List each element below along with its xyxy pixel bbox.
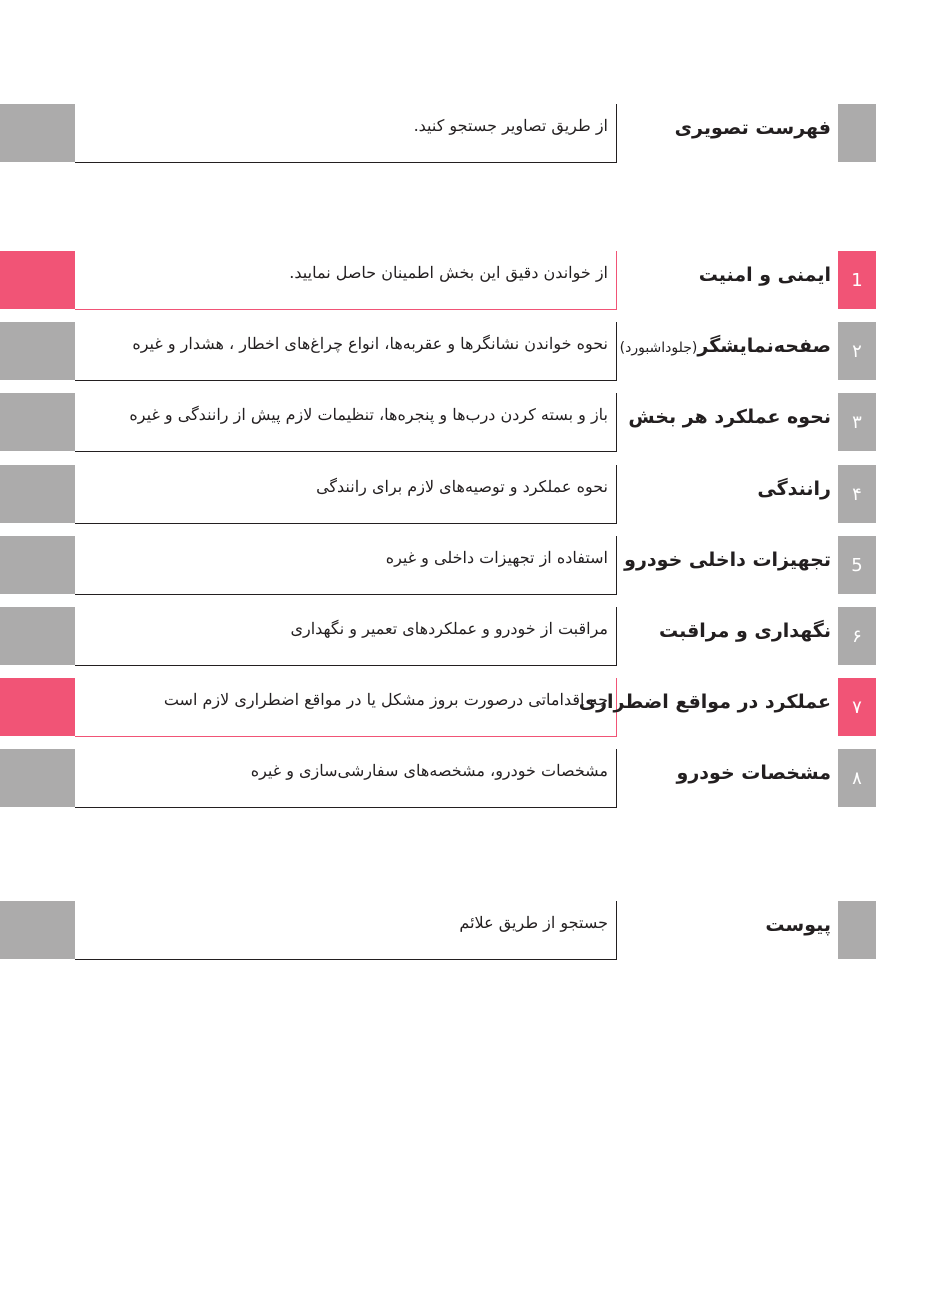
chapter-row-8[interactable] [0, 749, 945, 809]
chapter-row-6[interactable] [0, 607, 945, 667]
chapter-number-tab[interactable]: ۲ [838, 322, 876, 380]
chapter-number-tab[interactable]: ۷ [838, 678, 876, 736]
picture-index-title[interactable]: فهرست تصویری [674, 117, 831, 139]
appendix-tab [838, 901, 876, 959]
appendix-title[interactable]: پیوست [765, 914, 831, 936]
left-edge-tab [0, 322, 75, 380]
left-edge-tab [0, 104, 75, 162]
chapter-description: مراقبت از خودرو و عملکردهای تعمیر و نگهداری [290, 619, 608, 638]
chapter-title[interactable]: عملکرد در مواقع اضطراری [578, 691, 831, 713]
chapter-row-2[interactable] [0, 322, 945, 382]
chapter-title[interactable]: تجهیزات داخلی خودرو [624, 549, 831, 571]
left-edge-tab [0, 749, 75, 807]
left-edge-tab [0, 901, 75, 959]
chapter-number-tab[interactable]: ۸ [838, 749, 876, 807]
chapter-row-1[interactable] [0, 251, 945, 311]
chapter-number-tab[interactable]: ۶ [838, 607, 876, 665]
chapter-description: استفاده از تجهیزات داخلی و غیره [385, 548, 608, 567]
chapter-number-tab[interactable]: ۴ [838, 465, 876, 523]
chapter-title[interactable]: مشخصات خودرو [676, 762, 831, 784]
left-edge-tab [0, 607, 75, 665]
picture-index-row[interactable] [0, 104, 945, 164]
chapter-row-3[interactable] [0, 393, 945, 453]
chapter-number-tab[interactable]: 1 [838, 251, 876, 309]
left-edge-tab [0, 465, 75, 523]
picture-index-description: از طریق تصاویر جستجو کنید. [413, 116, 608, 135]
description-box [75, 322, 617, 381]
chapter-description: باز و بسته کردن درب‌ها و پنجره‌ها، تنظیمات لازم پیش از رانندگی و غیره [129, 405, 608, 424]
description-box [75, 465, 617, 524]
description-box [75, 901, 617, 960]
left-edge-tab [0, 251, 75, 309]
chapter-number-tab[interactable]: ۳ [838, 393, 876, 451]
chapter-title[interactable]: صفحه‌نمایشگر(جلوداشبورد) [619, 335, 831, 357]
description-box [75, 678, 617, 737]
chapter-description: از خواندن دقیق این بخش اطمینان حاصل نمایید. [289, 263, 608, 282]
description-box [75, 607, 617, 666]
left-edge-tab [0, 678, 75, 736]
description-box [75, 536, 617, 595]
left-edge-tab [0, 393, 75, 451]
description-box [75, 104, 617, 163]
chapter-title[interactable]: نگهداری و مراقبت [658, 620, 831, 642]
chapter-description: مشخصات خودرو، مشخصه‌های سفارشی‌سازی و غیره [250, 761, 608, 780]
description-box [75, 393, 617, 452]
chapter-row-4[interactable] [0, 465, 945, 525]
appendix-description: جستجو از طریق علائم [459, 913, 608, 932]
description-box [75, 749, 617, 808]
chapter-title[interactable]: ایمنی و امنیت [698, 264, 831, 286]
chapter-description: نحوه خواندن نشانگرها و عقربه‌ها، انواع چراغ‌های اخطار ، هشدار و غیره [132, 334, 608, 353]
appendix-row[interactable] [0, 901, 945, 961]
chapter-row-5[interactable] [0, 536, 945, 596]
left-edge-tab [0, 536, 75, 594]
picture-index-tab [838, 104, 876, 162]
chapter-number-tab[interactable]: 5 [838, 536, 876, 594]
chapter-description: نحوه عملکرد و توصیه‌های لازم برای رانندگی [316, 477, 608, 496]
chapter-title[interactable]: رانندگی [757, 478, 831, 500]
chapter-title[interactable]: نحوه عملکرد هر بخش [628, 406, 831, 428]
chapter-description: چه اقداماتی درصورت بروز مشکل یا در مواقع اضطراری لازم است [163, 690, 608, 709]
chapter-row-7[interactable] [0, 678, 945, 738]
description-box [75, 251, 617, 310]
